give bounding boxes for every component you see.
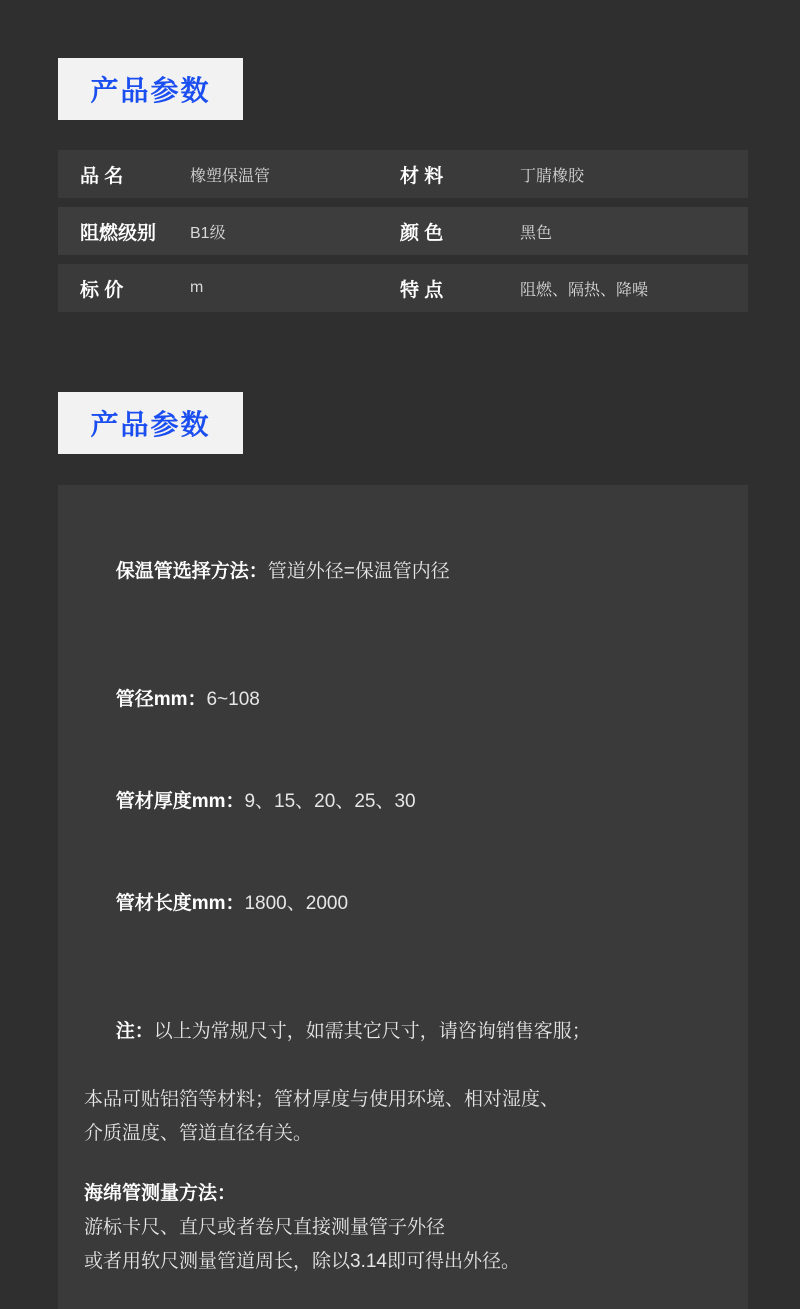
select-method-label: 保温管选择方法： bbox=[115, 561, 268, 582]
thickness-label: 管材厚度mm： bbox=[115, 791, 245, 812]
table-row bbox=[58, 150, 748, 198]
param-value-material: 丁腈橡胶 bbox=[520, 167, 585, 185]
param-label-fire-rating: 阻燃级别 bbox=[80, 222, 157, 244]
product-params-table bbox=[58, 150, 748, 321]
param-value-price: m bbox=[190, 279, 204, 296]
length-label: 管材长度mm： bbox=[115, 893, 245, 914]
param-value-features: 阻燃、隔热、降噪 bbox=[520, 281, 649, 299]
measure-title: 海绵管测量方法： bbox=[84, 1183, 237, 1204]
param-label-price: 标 价 bbox=[80, 279, 124, 301]
section-title-product-params-1: 产品参数 bbox=[58, 58, 243, 120]
note-line-1 bbox=[84, 981, 722, 1083]
spacer bbox=[84, 955, 722, 981]
spacer bbox=[84, 623, 722, 649]
param-label-color: 颜 色 bbox=[400, 222, 444, 244]
diameter-label: 管径mm： bbox=[115, 689, 207, 710]
select-method-value: 管道外径=保温管内径 bbox=[267, 561, 450, 582]
length-value: 1800、2000 bbox=[244, 893, 349, 914]
param-value-color: 黑色 bbox=[520, 224, 553, 242]
param-label-material: 材 料 bbox=[400, 165, 444, 187]
note-label: 注： bbox=[115, 1021, 154, 1042]
param-label-name: 品 名 bbox=[80, 165, 124, 187]
diameter-value: 6~108 bbox=[206, 689, 260, 710]
select-method-line bbox=[84, 521, 722, 623]
section-title-product-params-2: 产品参数 bbox=[58, 392, 243, 454]
diameter-line bbox=[84, 649, 722, 751]
thickness-value: 9、15、20、25、30 bbox=[244, 791, 416, 812]
param-label-features: 特 点 bbox=[400, 279, 444, 301]
note-line-2: 本品可贴铝箔等材料；管材厚度与使用环境、相对湿度、 bbox=[84, 1089, 560, 1110]
measure-line-2: 或者用软尺测量管道周长，除以3.14即可得出外径。 bbox=[84, 1251, 520, 1272]
length-line bbox=[84, 853, 722, 955]
note-line-3: 介质温度、管道直径有关。 bbox=[84, 1123, 313, 1144]
table-row bbox=[58, 264, 748, 312]
param-value-fire-rating: B1级 bbox=[190, 224, 226, 242]
table-row bbox=[58, 207, 748, 255]
measure-line-1: 游标卡尺、直尺或者卷尺直接测量管子外径 bbox=[84, 1217, 446, 1238]
product-description-block bbox=[58, 485, 748, 1309]
note-text-1: 以上为常规尺寸，如需其它尺寸，请咨询销售客服； bbox=[153, 1021, 591, 1042]
thickness-line bbox=[84, 751, 722, 853]
param-value-name: 橡塑保温管 bbox=[190, 167, 271, 185]
spacer bbox=[84, 1151, 722, 1177]
